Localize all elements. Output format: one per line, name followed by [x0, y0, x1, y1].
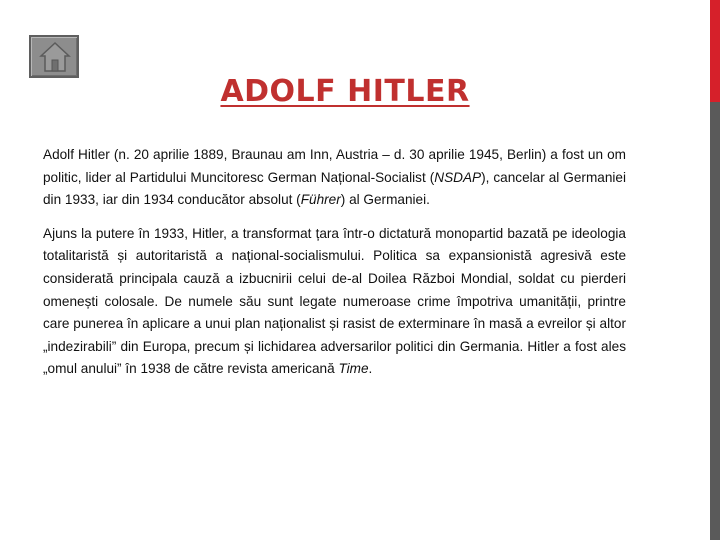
- red-accent-bar: [710, 0, 720, 102]
- subject-name: Adolf Hitler: [43, 147, 110, 162]
- home-button[interactable]: [29, 35, 79, 78]
- fuhrer-term: Führer: [300, 192, 341, 208]
- article-body: [43, 144, 626, 392]
- time-magazine: Time: [338, 361, 369, 377]
- home-icon: [39, 41, 71, 73]
- page-title: ADOLF HITLER: [220, 74, 470, 109]
- nsdap-abbrev: NSDAP: [434, 169, 482, 185]
- right-decorative-bar: [710, 0, 720, 540]
- paragraph-intro: Adolf Hitler (n. 20 aprilie 1889, Braunau am Inn, Austria – d. 30 aprilie 1945, Berlin) a fost un om politic, lider al Partidului Muncitoresc German Național-Socialist (NSDAP), cancelar al Germaniei din 1933, iar din 1934 conducător absolut (Führer) al Germaniei.: [43, 147, 627, 208]
- paragraph-politics: Ajuns la putere în 1933, Hitler, a transformat țara într-o dictatură monopartid bazată pe ideologia totalitaristă și autoritaristă a național-socialismului. Politica sa expansionistă agresivă este considerată principala cauză a izbucnirii celui de-al Doilea Război Mondial, soldat cu pierderi omenești colosale. De numele său sunt legate numeroase crime împotriva umanității, printre care punerea în aplicare a unui plan naționalist și rasist de exterminare în masă a evreilor și altor „indezirabili” din Europa, precum și lichidarea adversarilor politici din Germania. Hitler a fost ales „omul anului” în 1938 de către revista americană Time.: [43, 225, 626, 377]
- page-title-wrapper: [0, 74, 690, 109]
